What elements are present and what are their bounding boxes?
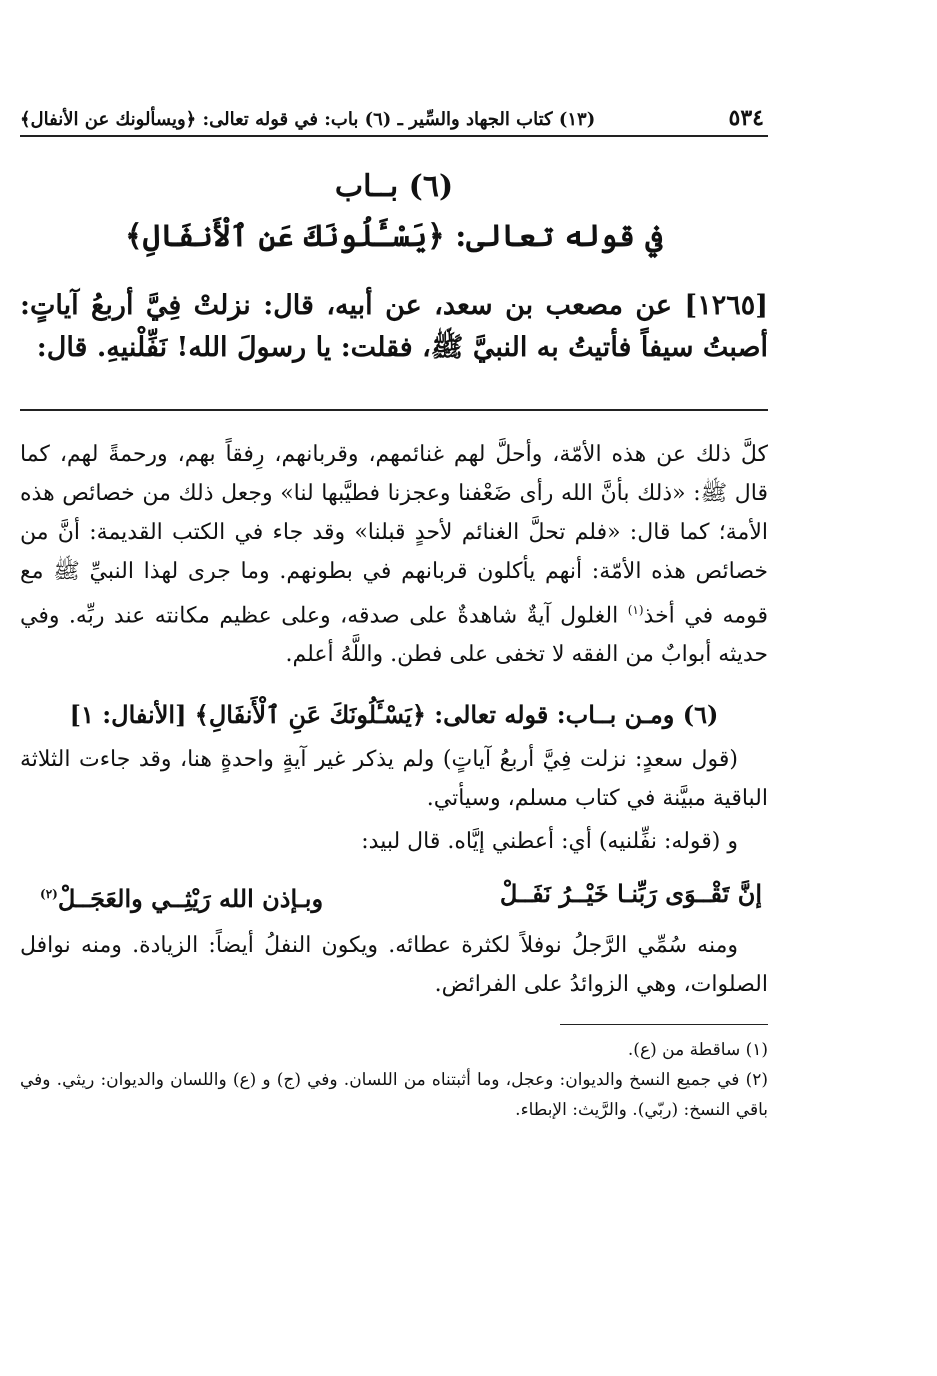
commentary-paragraph <box>20 435 768 674</box>
footnote-2: (٢) في جميع النسخ والديوان: وعجل، وما أثبتناه من اللسان. وفي (ج) و (ع) واللسان والديوان: ريثي. وفي باقي النسخ: (ربّي). والرَّيث: الإبطاء. <box>20 1070 768 1121</box>
footnote-ref-1: (١) <box>627 603 644 617</box>
poetry-verse <box>40 871 762 922</box>
section-paragraph-1: (قول سعدٍ: نزلت فِيَّ أربعُ آياتٍ) ولم يذكر غير آيةٍ واحدةٍ هنا، وقد جاءت الثلاثة الباقية مبيَّنة في كتاب مسلم، وسيأتي. <box>20 747 768 812</box>
footnotes <box>20 1035 768 1125</box>
commentary-text: كلَّ ذلك عن هذه الأمّة، وأحلَّ لهم غنائمهم، وقربانهم، رِفقاً بهم، ورحمةً لهم، كما قال ﷺ: «ذلك بأنَّ الله رأى ضَعْفنا وعجزنا فطيَّبها لنا» وجعل ذلك من خصائص هذه الأمة؛ كما قال: «فلم تحلَّ الغنائم لأحدٍ قبلنا» وقد جاء في الكتب القديمة: أنَّ من خصائص هذه الأمّة: أنهم يأكلون قربانهم في بطونهم. وما جرى لهذا النبيِّ ﷺ مع قومه في أخذ <box>20 442 769 629</box>
running-title: (١٣) كتاب الجهاد والسِّير ـ (٦) باب: في قوله تعالى: ﴿ويسألونك عن الأنفال﴾ <box>20 109 596 130</box>
page-number: ٥٣٤ <box>728 105 764 131</box>
hadith-text: [١٢٦٥] عن مصعب بن سعد، عن أبيه، قال: نزلتْ فِيَّ أربعُ آياتٍ: أصبتُ سيفاً فأتيتُ به النبيَّ ﷺ، فقلت: يا رسولَ الله! نَفِّلْنيهِ. قال: <box>20 290 768 363</box>
section-paragraph-3: ومنه سُمِّي الرَّجلُ نوفلاً لكثرة عطائه. ويكون النفلُ أيضاً: الزيادة. ومنه نوافل الصلوات، وهي الزوائدُ على الفرائض. <box>20 933 768 998</box>
footnote-1: (١) ساقطة من (ع). <box>627 1040 768 1061</box>
poetry-second-hemistich <box>40 871 323 922</box>
chapter-subheading: في قوله تعالى: ﴿يَسْـَٔلُونَكَ عَنِ ٱلْأَنفَالِ﴾ <box>125 219 663 254</box>
poetry-second-text: وبـإذن الله رَيْثِــي والعَجَــلْ <box>57 884 324 914</box>
poetry-first-hemistich: إنَّ تَقْــوَى رَبِّنـا خَيْــرُ نَفَــلْ <box>499 879 762 909</box>
section-paragraph-2: و (قوله: نفِّلنيه) أي: أعطني إيَّاه. قال لبيد: <box>361 829 738 855</box>
chapter-heading: (٦) بــاب <box>334 169 454 204</box>
section-divider <box>20 409 768 411</box>
running-header <box>20 95 768 137</box>
document-page <box>20 95 768 1125</box>
section-heading: (٦) ومـن بــاب: قوله تعالى: ﴿يَسْـَٔلُونَكَ عَنِ ٱلْأَنفَالِ﴾ [الأنفال: ١] <box>69 700 719 730</box>
commentary-text-cont: الغلول آيةٌ شاهدةٌ على صدقه، وعلى عظيم مكانته عند ربِّه. وفي حديثه أبوابٌ من الفقه لا تخفى على فطن. واللَّهُ أعلم. <box>20 603 768 668</box>
footnote-separator <box>560 1024 768 1025</box>
footnote-ref-2: (٢) <box>40 887 58 902</box>
